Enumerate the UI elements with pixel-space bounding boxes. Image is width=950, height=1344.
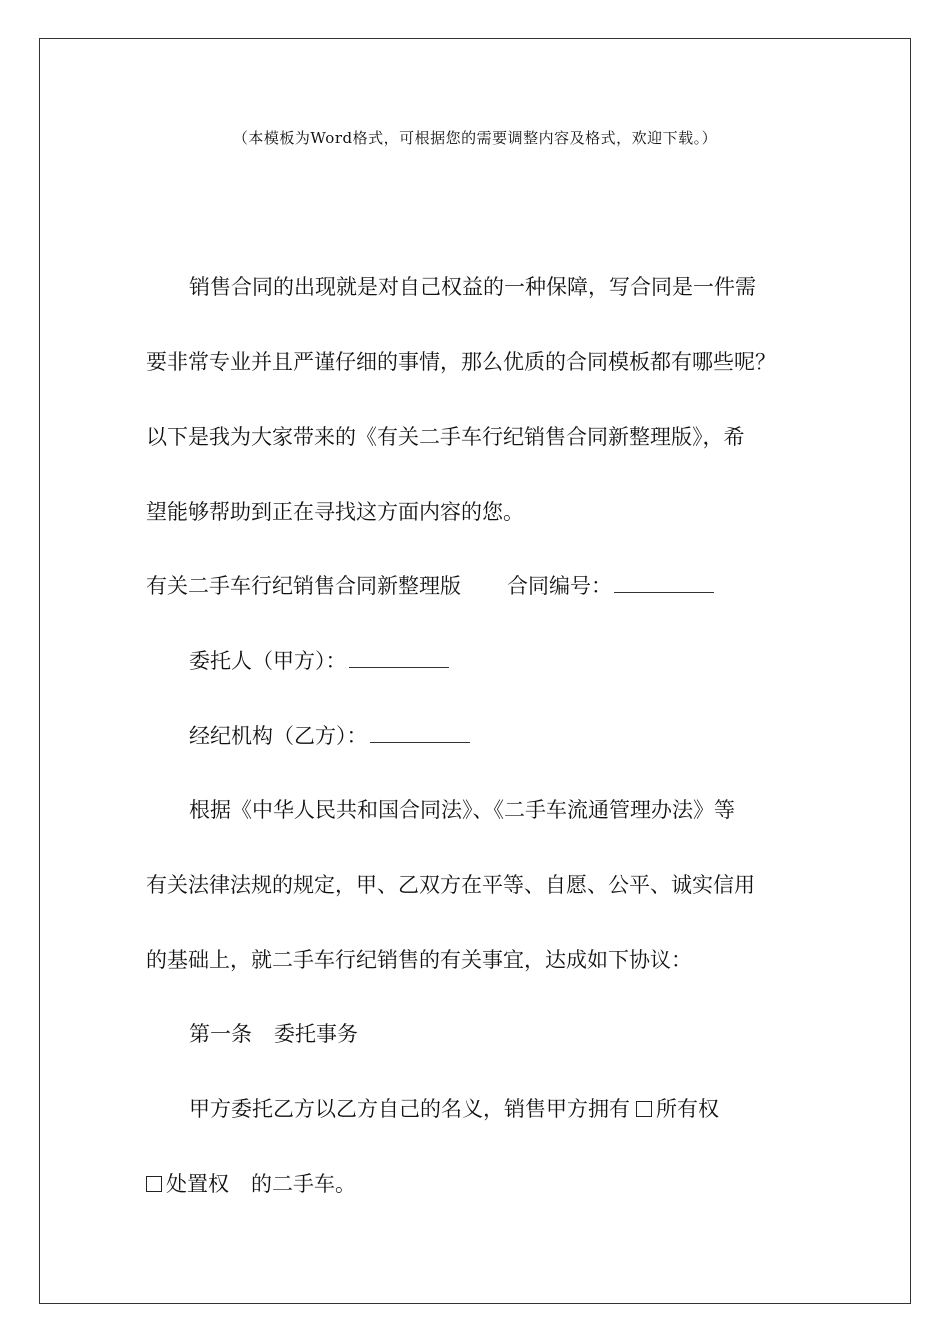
client-label: 委托人（甲方）： — [189, 649, 347, 673]
contract-header-line — [146, 571, 714, 601]
article-1-title: 委托事务 — [274, 1022, 358, 1046]
client-blank — [349, 649, 449, 668]
agency-blank — [370, 724, 470, 743]
basis-line-2: 有关法律法规的规定，甲、乙双方在平等、自愿、公平、诚实信用 — [146, 873, 755, 897]
article-1-number: 第一条 — [189, 1022, 252, 1046]
client-line — [189, 646, 449, 676]
contract-title: 有关二手车行纪销售合同新整理版 — [146, 574, 461, 598]
ownership-label: 所有权 — [656, 1097, 719, 1121]
disposal-checkbox[interactable] — [146, 1176, 162, 1192]
article-1-text: 甲方委托乙方以乙方自己的名义，销售甲方拥有 — [189, 1097, 630, 1121]
contract-no-blank — [614, 574, 714, 593]
intro-line-1: 销售合同的出现就是对自己权益的一种保障，写合同是一件需 — [189, 275, 756, 299]
disposal-label: 处置权 — [166, 1172, 229, 1196]
article-1-text-line — [189, 1094, 719, 1124]
intro-line-3: 以下是我为大家带来的《有关二手车行纪销售合同新整理版》，希 — [146, 425, 745, 449]
intro-line-4: 望能够帮助到正在寻找这方面内容的您。 — [146, 500, 524, 524]
intro-line-2: 要非常专业并且严谨仔细的事情，那么优质的合同模板都有哪些呢？ — [146, 350, 776, 374]
article-1-heading — [189, 1019, 358, 1049]
basis-line-1: 根据《中华人民共和国合同法》、《二手车流通管理办法》等 — [189, 798, 735, 822]
basis-line-3: 的基础上，就二手车行纪销售的有关事宜，达成如下协议： — [146, 948, 692, 972]
agency-line — [189, 721, 470, 751]
template-notice: （本模板为Word格式，可根据您的需要调整内容及格式，欢迎下载。） — [232, 129, 718, 147]
contract-no-label: 合同编号： — [507, 574, 612, 598]
agency-label: 经纪机构（乙方）： — [189, 724, 368, 748]
article-1-options-line — [146, 1169, 356, 1199]
ownership-checkbox[interactable] — [636, 1101, 652, 1117]
article-1-tail: 的二手车。 — [251, 1172, 356, 1196]
